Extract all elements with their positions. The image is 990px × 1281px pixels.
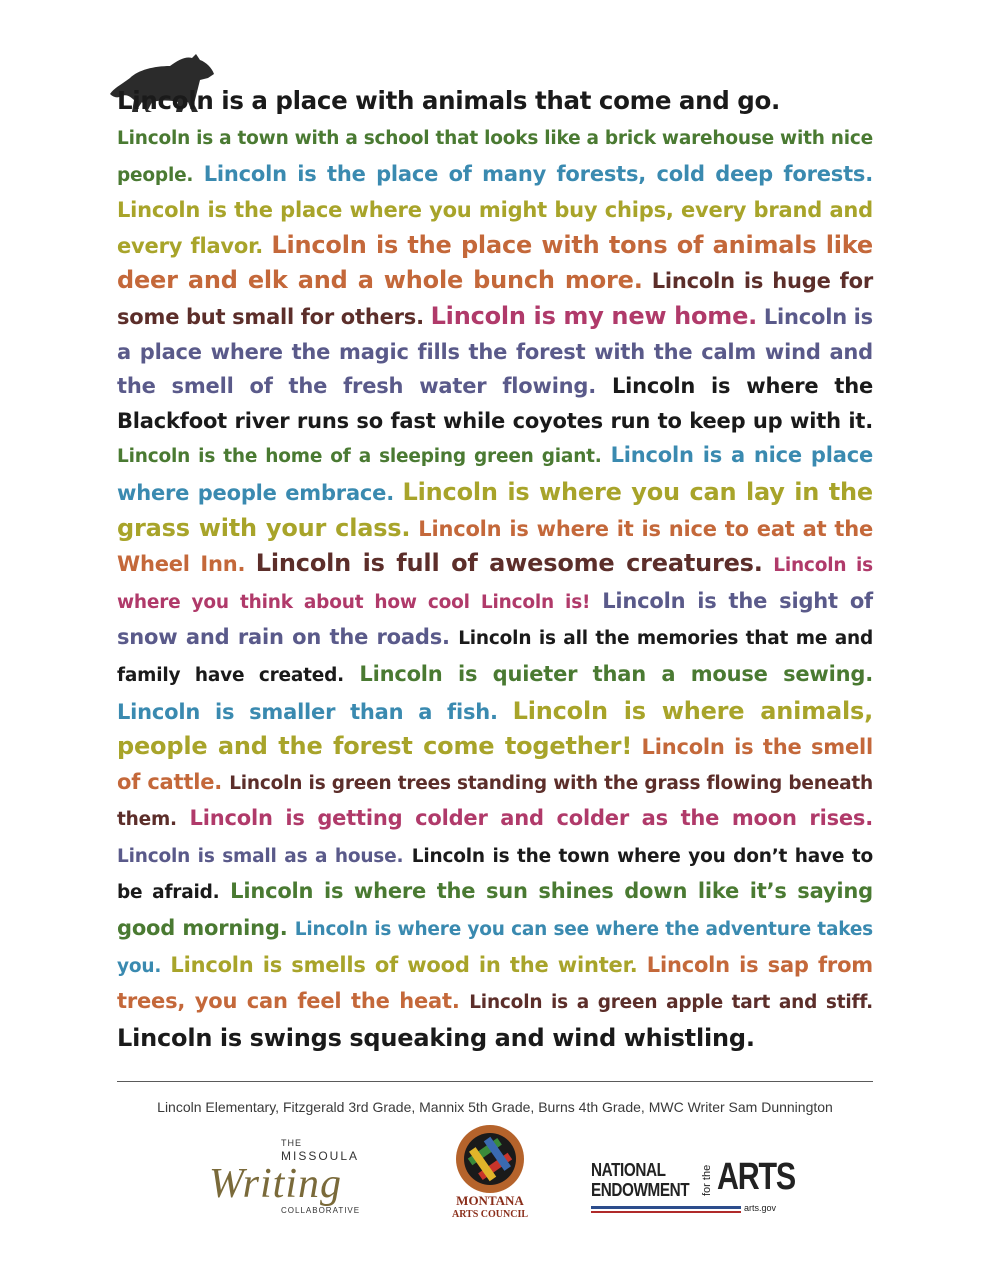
poem-sentence: Lincoln is the smell of cattle. [117, 735, 873, 794]
poem-text [117, 86, 873, 1056]
mwc-writing: Writing [209, 1161, 343, 1207]
poem-sentence: Lincoln is where you can see where the adventure takes you. [117, 919, 873, 977]
poem-sentence: Lincoln is where the Blackfoot river runs so fast while coyotes run to keep up with it. [117, 374, 873, 433]
poem-sentence: Lincoln is my new home. [430, 301, 758, 330]
nea-arts: ARTS [717, 1156, 795, 1198]
poem-sentence: Lincoln is getting colder and colder as the moon rises. [189, 806, 873, 831]
poem-sentence: Lincoln is green trees standing with the grass flowing beneath them. [117, 772, 873, 831]
nea-red-line [591, 1211, 741, 1213]
poem-sentence: Lincoln is small as a house. [117, 845, 404, 867]
poem-sentence: Lincoln is the place with tons of animals like deer and elk and a whole bunch more. [117, 230, 873, 295]
nea-blue-line [591, 1206, 741, 1209]
poem-sentence: Lincoln is where animals, people and the forest come together! [117, 696, 873, 761]
poem-sentence: Lincoln is quieter than a mouse sewing. [359, 661, 873, 686]
poem-sentence: Lincoln is sap from trees, you can feel the heat. [117, 952, 873, 1014]
nea-endowment: ENDOWMENT [591, 1180, 690, 1200]
nea-national: NATIONAL [591, 1160, 666, 1180]
mwc-collaborative: COLLABORATIVE [281, 1206, 361, 1215]
poem-sentence: Lincoln is all the memories that me and family have created. [117, 628, 873, 686]
poem-sentence: Lincoln is a green apple tart and stiff. [469, 992, 873, 1014]
nea-url: arts.gov [744, 1203, 777, 1213]
poem-sentence: Lincoln is the sight of snow and rain on the roads. [117, 588, 873, 650]
poem-sentence: Lincoln is the home of a sleeping green giant. [117, 446, 602, 468]
poem-sentence: Lincoln is full of awesome creatures. [255, 549, 763, 578]
poem-sentence: Lincoln is huge for some but small for others. [117, 269, 873, 329]
divider [117, 1081, 873, 1082]
credits: Lincoln Elementary, Fitzgerald 3rd Grade, Mannix 5th Grade, Burns 4th Grade, MWC Writer Sam Dunnington [157, 1099, 833, 1115]
arts-council-emblem-icon [455, 1124, 525, 1194]
mac-name-2: ARTS COUNCIL [451, 1209, 529, 1220]
montana-arts-council-logo [440, 1122, 540, 1232]
poem-sentence: Lincoln is smells of wood in the winter. [170, 952, 638, 977]
poem-sentence: Lincoln is swings squeaking and wind whistling. [117, 1023, 755, 1052]
poem-sentence: Lincoln is where you think about how cool Lincoln is! [117, 555, 873, 613]
poem-sentence: Lincoln is where the sun shines down like it’s saying good morning. [117, 879, 873, 941]
poem-sentence: Lincoln is a place where the magic fills the forest with the calm wind and the smell of the fresh water flowing. [117, 304, 873, 399]
mac-name-1: MONTANA [456, 1193, 524, 1208]
mwc-missoula: MISSOULA [281, 1149, 360, 1163]
nea-for-the: for the [701, 1164, 713, 1196]
poem-sentence: Lincoln is the place where you might buy chips, every brand and every flavor. [117, 198, 873, 258]
poem-sentence: Lincoln is where you can lay in the grass with your class. [117, 477, 873, 542]
mwc-the: THE [281, 1138, 302, 1148]
national-endowment-arts-logo [591, 1156, 795, 1228]
poem-sentence: Lincoln is the place of many forests, cold deep forests. [203, 161, 873, 186]
poem-first-line: Lincoln is a place with animals that come and go. [117, 86, 781, 115]
poem-sentence: Lincoln is where it is nice to eat at the Wheel Inn. [117, 516, 873, 577]
missoula-writing-collaborative-logo [205, 1138, 390, 1238]
poem-sentence: Lincoln is a town with a school that looks like a brick warehouse with nice people. [117, 128, 873, 186]
poem-sentence: Lincoln is smaller than a fish. [117, 699, 498, 724]
poem-sentence: Lincoln is the town where you don’t have to be afraid. [117, 845, 873, 904]
poem-sentence: Lincoln is a nice place where people embrace. [117, 443, 873, 505]
